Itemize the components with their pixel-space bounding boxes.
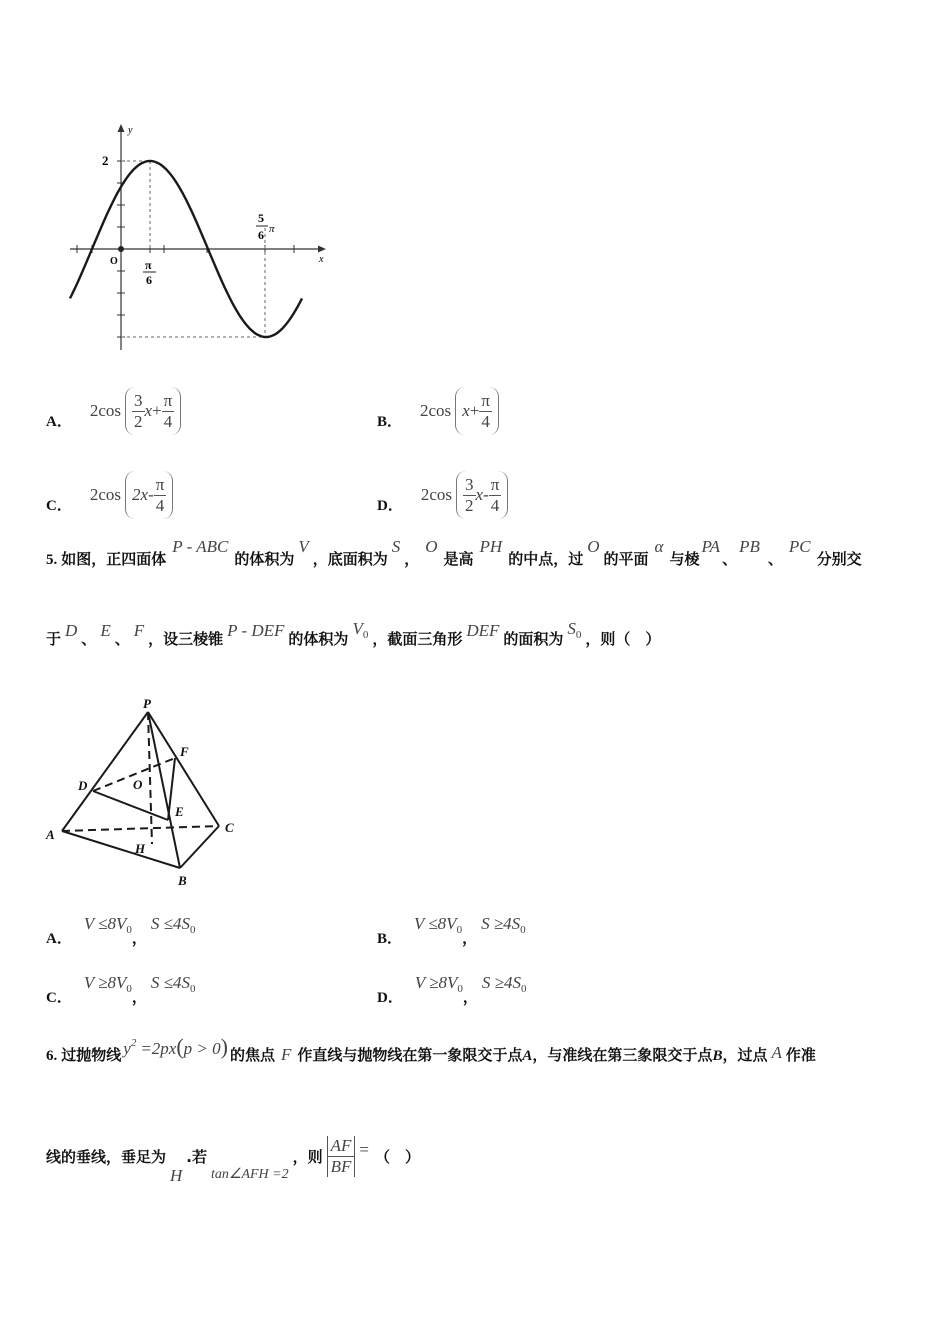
- math: P - ABC: [172, 537, 229, 556]
- sep: ，: [462, 929, 478, 947]
- math: V: [352, 619, 363, 638]
- text: 是高: [443, 550, 474, 568]
- frac-den: 4: [155, 495, 165, 515]
- text: 于: [46, 630, 62, 648]
- math: H: [170, 1166, 183, 1185]
- text: 的体积为: [234, 550, 295, 568]
- text: 、: [722, 550, 738, 568]
- text: ，: [404, 550, 420, 568]
- q6-line-2: [46, 1124, 916, 1188]
- math: =: [359, 1140, 369, 1159]
- frac-den: 2: [134, 411, 143, 431]
- x-tick2-num: 5: [258, 211, 264, 225]
- math: tan∠AFH =2: [211, 1166, 289, 1182]
- frac-num: 3: [465, 474, 474, 494]
- option-label: A．: [46, 931, 72, 947]
- vertex-e: E: [175, 804, 184, 819]
- vertex-f: F: [180, 744, 189, 759]
- question-number: 5.: [46, 552, 58, 568]
- math: PH: [479, 537, 503, 556]
- text: ，则: [292, 1147, 323, 1166]
- x-axis-arrow: [318, 246, 326, 253]
- text: 作直线与抛物线在第一象限交于点: [297, 1046, 523, 1064]
- text: ，则（ ）: [585, 630, 661, 648]
- coef: 2cos: [89, 485, 122, 504]
- text: ，设三棱锥: [148, 630, 224, 648]
- option-label: C．: [46, 497, 72, 514]
- inequality-v: V ≤8V: [83, 914, 127, 933]
- x-tick1-num: π: [145, 258, 152, 272]
- question-number: 6.: [46, 1048, 58, 1064]
- math: O: [425, 537, 438, 556]
- inequality-v: V ≥8V: [83, 973, 127, 992]
- text: 与棱: [669, 550, 700, 568]
- sub: 0: [126, 983, 132, 995]
- sub: 0: [126, 924, 132, 936]
- math: PC: [788, 537, 811, 556]
- math: y: [123, 1039, 131, 1058]
- op: +: [469, 401, 480, 420]
- math-sub: 0: [575, 629, 582, 641]
- var: x: [475, 485, 484, 504]
- point-h: H: [135, 841, 146, 856]
- inequality-s: S ≥4S: [481, 973, 521, 992]
- x-axis-label: x: [319, 254, 324, 265]
- vertex-d: D: [78, 778, 88, 793]
- frac-num: π: [490, 474, 500, 494]
- sine-graph: [60, 118, 340, 353]
- ratio-fraction: [327, 1136, 356, 1177]
- q5-line-2: [46, 619, 916, 651]
- option-label: C．: [46, 990, 72, 1006]
- inequality-v: V ≤8V: [414, 914, 457, 933]
- math: F: [281, 1045, 292, 1064]
- q6-line-1: [46, 1034, 916, 1066]
- var: x: [462, 401, 470, 420]
- text: 、: [767, 550, 783, 568]
- y-axis-arrow: [118, 124, 125, 132]
- text: 分别交: [816, 550, 862, 568]
- text: 、: [114, 630, 130, 648]
- frac-den: 2: [465, 495, 474, 515]
- text: 的体积为: [288, 630, 349, 648]
- math-sub: 0: [362, 629, 369, 641]
- q4-option-c[interactable]: [46, 470, 173, 520]
- text: （ ）: [375, 1147, 421, 1166]
- math: O: [587, 537, 600, 556]
- math: =2px: [140, 1039, 177, 1058]
- y-max-label: 2: [102, 153, 109, 168]
- q5-option-a[interactable]: [46, 914, 196, 948]
- math-sup: 2: [130, 1037, 137, 1049]
- inequality-s: S ≤4S: [150, 914, 190, 933]
- point-b: B: [712, 1048, 723, 1064]
- text: ，底面积为: [312, 550, 388, 568]
- math: V: [298, 537, 309, 556]
- math: PA: [701, 537, 721, 556]
- vertex-b: B: [178, 873, 187, 888]
- sub: 0: [190, 983, 196, 995]
- y-axis-label: y: [128, 125, 133, 136]
- frac-num: π: [155, 474, 165, 494]
- text: 线的垂线，垂足为: [46, 1147, 167, 1166]
- x-tick2-den: 6: [258, 228, 264, 242]
- text: 过抛物线: [61, 1046, 122, 1064]
- math: p > 0: [183, 1039, 221, 1058]
- inequality-v: V ≥8V: [414, 973, 458, 992]
- math: F: [133, 621, 145, 640]
- math: E: [100, 621, 111, 640]
- sub: 0: [456, 924, 463, 936]
- tetrahedron-figure: [40, 695, 255, 895]
- sep: ，: [462, 988, 478, 1006]
- frac-den: 4: [163, 411, 173, 431]
- frac-num: π: [163, 390, 173, 410]
- math: D: [65, 621, 78, 640]
- math: α: [654, 537, 664, 556]
- inequality-s: S ≥4S: [481, 914, 521, 933]
- math: DEF: [466, 621, 500, 640]
- origin-label: O: [110, 256, 118, 267]
- sub: 0: [520, 924, 526, 936]
- option-label: B．: [377, 931, 403, 947]
- text: .若: [186, 1147, 207, 1166]
- lead-term: 2x: [132, 485, 149, 504]
- text: 作准: [785, 1046, 816, 1064]
- vertex-p: P: [143, 696, 151, 711]
- sub: 0: [457, 983, 463, 995]
- q5-line-1: [46, 537, 916, 569]
- q5-option-d[interactable]: [377, 973, 527, 1007]
- frac-den: 4: [481, 411, 490, 431]
- text: ，过点: [722, 1046, 768, 1064]
- option-label: D．: [377, 497, 403, 514]
- op: -: [148, 485, 154, 504]
- math: S: [391, 537, 401, 556]
- math: A: [771, 1043, 782, 1062]
- coef: 2cos: [420, 401, 452, 420]
- text: ，与准线在第三象限交于点: [532, 1046, 713, 1064]
- frac-num: 3: [134, 390, 143, 410]
- sep: ，: [131, 929, 147, 947]
- sub: 0: [190, 924, 196, 936]
- q5-option-b[interactable]: [377, 914, 526, 948]
- text: ，截面三角形: [372, 630, 463, 648]
- text: 、: [81, 630, 97, 648]
- x-tick2-suffix: π: [269, 223, 275, 235]
- vertex-a: A: [46, 827, 55, 842]
- q4-option-d[interactable]: [377, 470, 508, 520]
- op: -: [483, 485, 489, 504]
- point-o: O: [133, 777, 143, 792]
- var: x: [144, 401, 153, 420]
- text: 如图，正四面体: [61, 550, 167, 568]
- vertex-c: C: [225, 820, 234, 835]
- frac-num: π: [481, 390, 490, 410]
- frac-den: 4: [490, 495, 500, 515]
- coef: 2cos: [420, 485, 453, 504]
- inequality-s: S ≤4S: [150, 973, 190, 992]
- math: S: [567, 619, 576, 638]
- text: 的中点，过: [508, 550, 584, 568]
- parabola-equation: $y^2 =2px(p > 0)$: [123, 1034, 228, 1059]
- origin-dot: [118, 246, 124, 252]
- op: +: [152, 401, 162, 420]
- frac-den: BF: [330, 1156, 352, 1176]
- math: P - DEF: [227, 621, 285, 640]
- text: 的平面: [603, 550, 649, 568]
- q4-option-a[interactable]: [46, 386, 181, 436]
- coef: 2cos: [89, 401, 122, 420]
- q4-option-b[interactable]: [377, 386, 499, 436]
- point-a: A: [522, 1048, 533, 1064]
- sep: ，: [131, 988, 147, 1006]
- math: PB: [739, 537, 760, 556]
- option-label: B．: [377, 413, 403, 430]
- text: 的面积为: [503, 630, 564, 648]
- option-label: D．: [377, 990, 403, 1006]
- text: 的焦点: [229, 1046, 275, 1064]
- x-tick1-den: 6: [146, 273, 152, 287]
- frac-num: AF: [330, 1135, 352, 1155]
- option-label: A．: [46, 413, 72, 430]
- q5-option-c[interactable]: [46, 973, 196, 1007]
- sub: 0: [521, 983, 527, 995]
